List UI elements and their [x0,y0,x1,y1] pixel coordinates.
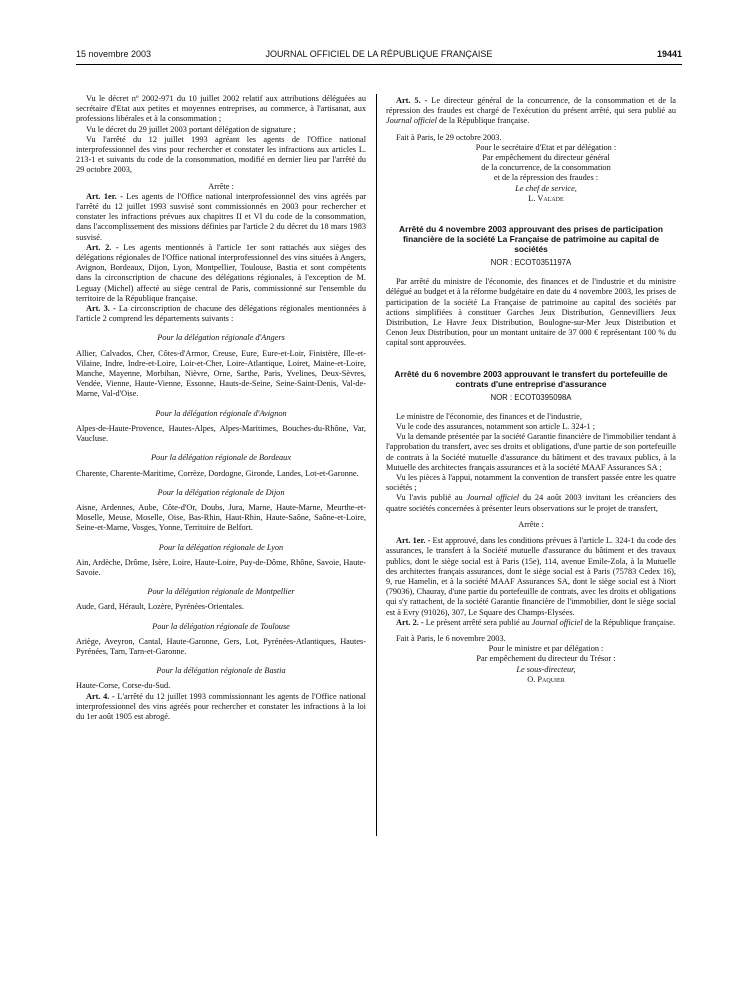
article-text: Le directeur général de la concurrence, de la consommation et de la répression des fraudes est chargé de l'exécution du présent arrêté, qui sera publié au [386,96,676,116]
region-block [76,409,366,445]
region-title: Pour la délégation régionale de Toulouse [152,621,290,631]
nor-reference: NOR : ECOT0395098A [490,392,572,402]
article-text: Le présent arrêté sera publié au [423,617,532,627]
article-label: Art. 5. - [396,96,428,105]
region-title: Pour la délégation régionale de Bordeaux [150,453,292,463]
region-departments: Charente, Charente-Maritime, Corrèze, Dordogne, Gironde, Landes, Lot-et-Garonne. [76,468,359,478]
done-at: Fait à Paris, le 6 novembre 2003. [396,633,506,643]
article-label: Art. 3. - [86,304,116,314]
right-column [386,96,676,685]
signature-block [416,644,676,685]
region-block [76,333,366,399]
signature-line: de la concurrence, de la consommation [481,163,611,173]
visa-paragraph: Vu le code des assurances, notamment son article L. 324-1 ; [396,422,596,432]
article-5 [386,96,676,127]
article-label: Art. 1er. - [396,536,431,546]
region-departments: Ariège, Aveyron, Cantal, Haute-Garonne, Gers, Lot, Pyrénées-Atlantiques, Hautes-Pyrénées, Tarn, Tarn-et-Garonne. [76,636,366,656]
region-departments: Aisne, Ardennes, Aube, Côte-d'Or, Doubs, Jura, Marne, Haute-Marne, Meurthe-et-Moselle, Meuse, Moselle, Oise, Bas-Rhin, Haut-Rhin, Haute-Saône, Saône-et-Loire, Seine-et-Marne, Vosges, Yonne, Territoire de Belfort. [76,502,366,533]
region-block [76,453,366,478]
visa-paragraph: Vu l'arrêté du 12 juillet 1993 agréant les agents de l'Office national interprofessionnel des vins pour rechercher et constater les infractions aux articles L. 213-1 et suivants du code de la consommation, modifié en dernier lieu par l'arrêté du 29 octobre 2003, [76,134,366,175]
article-4 [76,692,366,723]
signature-line: Par empêchement du directeur du Trésor : [476,654,616,664]
article-text: L'arrêté du 12 juillet 1993 commissionnant les agents de l'Office national interprofessionnel des vins agréés pour rechercher et constater les infractions à la loi du 1er août 1905 est abrogé. [76,691,366,721]
arrete-heading: Arrête : [208,181,234,191]
signature-line: et de la répression des fraudes : [493,173,599,183]
done-at: Fait à Paris, le 29 octobre 2003. [396,132,502,142]
decree-title: Arrêté du 6 novembre 2003 approuvant le transfert du portefeuille de contrats d'une entreprise d'assurance [394,368,668,389]
signature-line: Pour le ministre et par délégation : [488,644,604,654]
arrete-heading: Arrête : [518,519,544,529]
issue-date: 15 novembre 2003 [76,49,152,59]
signature-line: Par empêchement du directeur général [482,153,610,163]
journal-ref: Journal officiel [386,116,437,126]
region-block [76,488,366,534]
article-3 [76,304,366,324]
region-departments: Haute-Corse, Corse-du-Sud. [76,681,171,691]
decree-title: Arrêté du 4 novembre 2003 approuvant des prises de participation financière de la société La Française de patrimoine au capital de sociétés [399,224,663,255]
decree-body: Par arrêté du ministre de l'économie, des finances et de l'industrie et du ministre délégué au budget et à la réforme budgétaire en date du 4 novembre 2003, les prises de participation de la société La Française de patrimoine au capital des sociétés par actions simplifiées à constituer Garches Jeux Distribution, Gennevilliers Jeux Distribution, Le Havre Jeux Distribution, Boulogne-sur-Mer Jeux Distribution et Cenon Jeux Distribution, pour un montant unitaire de 37 000 € représentant 100 % du capital sont approuvées. [386,277,676,348]
region-title: Pour la délégation régionale d'Angers [157,333,285,343]
signatory-name: O. Paquier [527,674,565,684]
nor-reference: NOR : ECOT0351197A [490,258,572,268]
signature-block [416,143,676,204]
region-title: Pour la délégation régionale d'Avignon [155,408,287,418]
journal-ref: Journal officiel [466,493,520,503]
article-text: de la République française. [582,617,676,627]
article-text: de la République française. [436,116,530,126]
signatory-name: L. Valade [528,193,564,203]
article-text: Les agents mentionnés à l'article 1er sont rattachés aux sièges des délégations régionales de l'Office national interprofessionnel des vins situées à Angers, Avignon, Bordeaux, Dijon, Lyon, Montpellier, Toulouse, Bastia et sont compétents dans la circonscription de chacune des délégations régionales, à l'exception de M. Leguay (Michel) affecté au siège central de Paris, commissionné sur l'ensemble du territoire de la République française. [76,242,366,303]
article-1 [76,192,366,243]
article-text: Est approuvé, dans les conditions prévues à l'article L. 324-1 du code des assurances, le transfert à la Société mutuelle d'assurance du bâtiment et des travaux publics, dont le siège social est à Paris (15e), 114, avenue Emile-Zola, à la Mutuelle des architectes français assurances, dont le siège social est à Paris (75783 Cedex 16), 9, rue Hamelin, et à la société MAAF Assurances SA, dont le siège social est à Niort (79036), Chauray, d'une partie du portefeuille de contrats, avec les droits et obligations qui s'y rattachent, de la société Garantie financière de l'immobilier, dont le siège social est à Evry (91026), 307, Le Square des Champs-Elysées. [386,536,676,617]
article-label: Art. 4. - [86,691,115,701]
region-title: Pour la délégation régionale de Bastia [156,666,286,676]
visa-paragraph: Vu la demande présentée par la société Garantie financière de l'immobilier tendant à l'approbation du transfert, avec ses droits et obligations, d'une partie de son portefeuille de contrats à la Société mutuelle d'assurance du bâtiment et des travaux publics, à la Mutuelle des architectes français assurances et à la société MAAF Assurances SA ; [386,432,676,472]
visa-text: du 24 août 2003 invitant les créanciers des quatre sociétés concernées à présenter leurs observations sur le projet de transfert, [386,493,676,513]
region-departments: Aude, Gard, Hérault, Lozère, Pyrénées-Orientales. [76,602,244,612]
region-block [76,622,366,658]
article-text: Les agents de l'Office national interprofessionnel des vins agréés par l'arrêté du 12 juillet 1993 susvisé sont commissionnés en 2003 pour rechercher et constater les infractions prévues aux chapitres II et VI du code de la consommation, dans l'accomplissement des missions définies par l'article 2 du décret du 18 mars 1983 susvisé. [76,191,367,242]
signature-line: Pour le secrétaire d'Etat et par délégation : [475,142,617,152]
article-text: La circonscription de chacune des délégations régionales mentionnées à l'article 2 comprend les départements suivants : [76,304,366,324]
region-title: Pour la délégation régionale de Montpellier [147,587,295,597]
article-label: Art. 1er. - [86,191,123,201]
visa-text: Vu l'avis publié au [396,493,467,503]
region-departments: Alpes-de-Haute-Provence, Hautes-Alpes, Alpes-Maritimes, Bouches-du-Rhône, Var, Vaucluse. [76,423,366,444]
journal-title: JOURNAL OFFICIEL DE LA RÉPUBLIQUE FRANÇAISE [265,49,493,59]
region-departments: Ain, Ardèche, Drôme, Isère, Loire, Haute-Loire, Puy-de-Dôme, Rhône, Savoie, Haute-Savoie. [76,557,366,577]
visa-paragraph: Le ministre de l'économie, des finances et de l'industrie, [396,411,582,421]
region-title: Pour la délégation régionale de Dijon [157,487,285,497]
visa-paragraph [386,493,676,513]
page-number: 19441 [656,49,682,59]
visa-paragraph: Vu le décret du 29 juillet 2003 portant délégation de signature ; [86,124,296,134]
column-divider [376,94,377,836]
region-block [76,666,366,691]
left-column [76,94,366,722]
article-label: Art. 2. - [86,242,119,252]
signature-role: Le sous-directeur, [516,664,576,674]
visa-paragraph: Vu le décret nº 2002-971 du 10 juillet 2002 relatif aux attributions déléguées au secrétaire d'Etat aux petites et moyennes entreprises, au commerce, à l'artisanat, aux professions libérales et à la consommation ; [76,94,366,124]
header-rule [76,64,682,65]
region-block [76,543,366,579]
article-1 [386,536,676,618]
journal-ref: Journal officiel [531,617,583,627]
page-header [76,49,682,63]
article-label: Art. 2. - [396,617,424,627]
region-departments: Allier, Calvados, Cher, Côtes-d'Armor, Creuse, Eure, Eure-et-Loir, Finistère, Ille-et-Vilaine, Indre, Indre-et-Loire, Loir-et-Cher, Loire-Atlantique, Loiret, Maine-et-Loire, Manche, Mayenne, Morbihan, Nièvre, Orne, Sarthe, Paris, Yvelines, Deux-Sèvres, Vendée, Vienne, Haute-Vienne, Essonne, Hauts-de-Seine, Seine-Saint-Denis, Val-de-Marne, Val-d'Oise. [76,348,366,399]
signature-role: Le chef de service, [515,183,577,193]
region-block [76,587,366,612]
article-2 [76,243,366,304]
region-title: Pour la délégation régionale de Lyon [158,542,284,552]
article-2 [386,618,676,628]
visa-paragraph: Vu les pièces à l'appui, notamment la convention de transfert passée entre les quatre sociétés ; [386,473,676,493]
